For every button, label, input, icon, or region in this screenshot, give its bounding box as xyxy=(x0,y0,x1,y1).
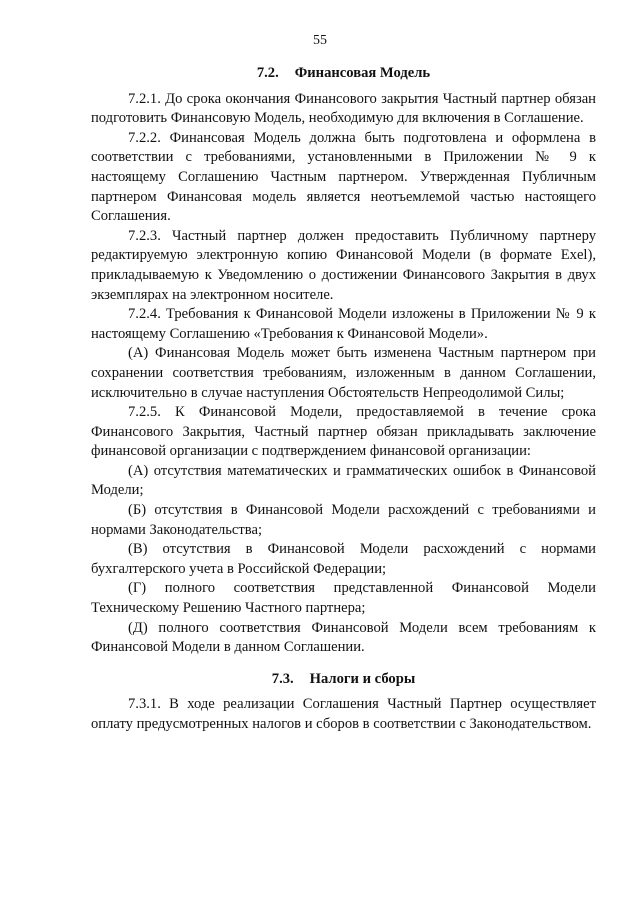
page-content xyxy=(91,64,596,735)
page-number: 55 xyxy=(313,33,327,48)
paragraph-7-2-5-b: (Б) отсутствия в Финансовой Модели расхождений с требованиями и нормами Законодательства; xyxy=(91,502,596,538)
section-heading-7-2 xyxy=(91,64,596,84)
section-title: Финансовая Модель xyxy=(294,65,431,81)
paragraph-7-2-5-g: (Г) полного соответствия представленной Финансовой Модели Техническому Решению Частного партнера; xyxy=(91,580,596,617)
section-number: 7.3. xyxy=(271,670,294,687)
paragraph-7-2-1: 7.2.1. До срока окончания Финансового закрытия Частный партнер обязан подготовить Финансовую Модель, необходимую для включения в Соглашение. xyxy=(91,90,596,127)
paragraph-7-2-5: 7.2.5. К Финансовой Модели, предоставляемой в течение срока Финансового Закрытия, Частный партнер обязан прикладывать заключение финансовой организации с подтверждением финансовой организации: xyxy=(91,404,596,460)
section-number: 7.2. xyxy=(256,65,279,81)
section-title: Налоги и сборы xyxy=(309,670,416,687)
paragraph-7-2-2: 7.2.2. Финансовая Модель должна быть подготовлена и оформлена в соответствии с требованиями, установленными в Приложении № 9 к настоящему Соглашению Частным партнером. Утвержденная Публичным партнером Финансовая модель является неотъемлемой частью настоящего Соглашения. xyxy=(91,129,596,225)
section-heading-7-3 xyxy=(91,670,596,690)
paragraph-7-2-3: 7.2.3. Частный партнер должен предоставить Публичному партнеру редактируемую электронную копию Финансовой Модели (в формате Exel), прикладываемую к Уведомлению о достижении Финансового Закрытия в двух экземплярах на электронном носителе. xyxy=(91,227,596,303)
paragraph-7-3-1: 7.3.1. В ходе реализации Соглашения Частный Партнер осуществляет оплату предусмотренных налогов и сборов в соответствии с Законодательством. xyxy=(91,696,596,732)
paragraph-7-2-5-a: (А) отсутствия математических и грамматических ошибок в Финансовой Модели; xyxy=(91,462,596,499)
paragraph-7-2-5-v: (В) отсутствия в Финансовой Модели расхождений с нормами бухгалтерского учета в Российской Федерации; xyxy=(91,541,596,577)
paragraph-7-2-5-d: (Д) полного соответствия Финансовой Модели всем требованиям к Финансовой Модели в данном Соглашении. xyxy=(91,619,596,656)
paragraph-7-2-4: 7.2.4. Требования к Финансовой Модели изложены в Приложении № 9 к настоящему Соглашению «Требования к Финансовой Модели». xyxy=(91,306,596,342)
paragraph-7-2-4-a: (А) Финансовая Модель может быть изменена Частным партнером при сохранении соответствия требованиям, изложенным в данном Соглашении, исключительно в случае наступления Обстоятельств Непреодолимой Силы; xyxy=(91,345,596,401)
